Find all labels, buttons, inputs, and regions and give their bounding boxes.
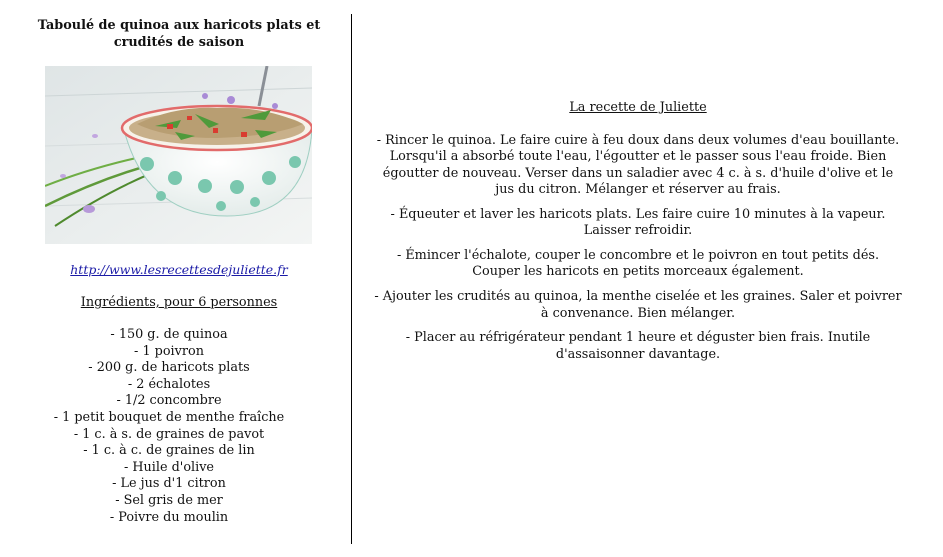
ingredient-item: - Le jus d'1 citron [112, 476, 226, 492]
column-divider [351, 14, 352, 544]
ingredient-item: - Poivre du moulin [109, 509, 229, 525]
ingredient-item: - Huile d'olive [123, 459, 215, 475]
recipe-step: - Placer au réfrigérateur pendant 1 heure et déguster bien frais. Inutile d'assaisonner davantage. [405, 330, 871, 362]
recipe-photo [45, 66, 312, 244]
ingredients-column [0, 0, 350, 557]
ingredients-heading: Ingrédients, pour 6 personnes [80, 295, 278, 310]
ingredient-item: - 1 c. à c. de graines de lin [83, 443, 255, 459]
recipe-step: - Rincer le quinoa. Le faire cuire à feu doux dans deux volumes d'eau bouillante. Lorsqu'il a absorbé toute l'eau, l'égoutter et le passer sous l'eau froide. Bien égoutter de nouveau. Verser dans un saladier avec 4 c. à s. d'huile d'olive et le jus du citron. Mélanger et réserver au frais. [376, 133, 900, 198]
recipe-column [373, 0, 903, 557]
ingredient-item: - 200 g. de haricots plats [88, 360, 250, 376]
ingredient-item: - 150 g. de quinoa [110, 327, 228, 342]
recipe-step: - Ajouter les crudités au quinoa, la menthe ciselée et les graines. Saler et poivrer à convenance. Bien mélanger. [374, 289, 902, 321]
ingredients-list [0, 327, 338, 526]
recipe-step: - Équeuter et laver les haricots plats. Les faire cuire 10 minutes à la vapeur. Laisser refroidir. [390, 206, 886, 239]
recipe-heading: La recette de Juliette [569, 100, 707, 115]
recipe-steps [373, 133, 903, 371]
ingredient-item: - 1 poivron [134, 343, 204, 359]
recipe-step: - Émincer l'échalote, couper le concombre et le poivron en tout petits dés. Couper les haricots en petits morceaux également. [396, 248, 880, 280]
ingredient-item: - 2 échalotes [127, 376, 211, 392]
site-link[interactable]: http://www.lesrecettesdejuliette.fr [70, 262, 288, 277]
recipe-title: Taboulé de quinoa aux haricots plats et crudités de saison [37, 18, 321, 50]
ingredient-item: - 1 c. à s. de graines de pavot [73, 426, 265, 442]
ingredient-item: - 1 petit bouquet de menthe fraîche [53, 409, 285, 425]
ingredient-item: - Sel gris de mer [115, 492, 223, 508]
ingredient-item: - 1/2 concombre [116, 393, 222, 409]
